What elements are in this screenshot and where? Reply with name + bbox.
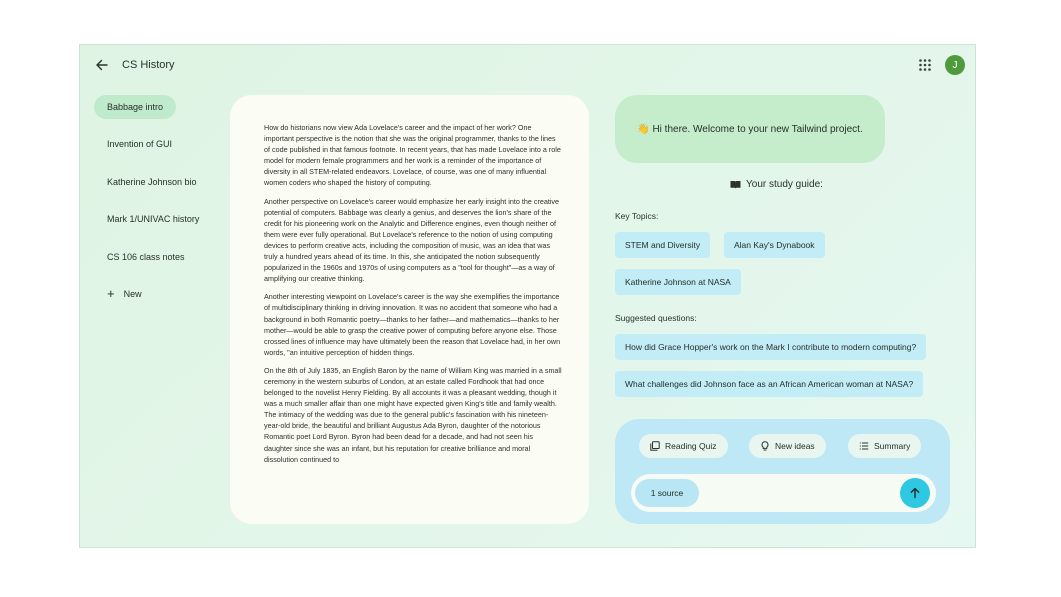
suggested-question[interactable]: How did Grace Hopper's work on the Mark I contribute to modern computing?: [615, 334, 926, 360]
reading-quiz-label: Reading Quiz: [665, 441, 717, 451]
sidebar-item-mark1-univac-history[interactable]: Mark 1/UNIVAC history: [107, 214, 200, 225]
list-icon: [859, 441, 869, 451]
suggested-question[interactable]: What challenges did Johnson face as an African American woman at NASA?: [615, 371, 923, 397]
document-paragraph: On the 8th of July 1835, an English Baron by the name of William King was married in a small ceremony in the western suburbs of London, at an estate called Fordhook that had once belonged to the novelist Henry Fielding. By all accounts it was a pleasant wedding, though it was a much smaller affair than one might have expected given King's title and family wealth. The intimacy of the wedding was due to the general public's fascination with his nineteen-year-old bride, the beautiful and brilliant Augustus Ada Byron, daughter of the notorious Romantic poet Lord Byron. Byron had been dead for a decade, and had not seen his daughter since she was an infant, but his reputation for creative brilliance and moral dissolution continued to: [264, 365, 562, 464]
welcome-message: 👋 Hi there. Welcome to your new Tailwind project.: [615, 95, 885, 163]
arrow-up-icon: [909, 487, 921, 499]
send-button[interactable]: [900, 478, 930, 508]
sidebar-item-katherine-johnson-bio[interactable]: Katherine Johnson bio: [107, 176, 197, 187]
study-guide-heading: [730, 179, 823, 190]
arrow-left-icon[interactable]: [94, 57, 110, 73]
suggested-questions-label: Suggested questions:: [615, 313, 697, 323]
apps-grid-icon[interactable]: [918, 58, 932, 72]
new-note-label: New: [123, 288, 142, 299]
composer: [615, 419, 950, 524]
topic-chip-alan-kay-dynabook[interactable]: Alan Kay's Dynabook: [724, 232, 825, 258]
document-paragraph: Another interesting viewpoint on Lovelace's career is the way she exemplifies the importance of multidisciplinary thinking in driving innovation. It was no accident that someone who had a background in both Romantic poetry—thanks to her father—and mathematics—thanks to her mother—would be able to grasp the creative power of computing before anyone else. Those crossed lines of influence may have ultimately been the reason that Lovelace had, in her own words, "an intuitive perception of hidden things.: [264, 292, 561, 357]
key-topics-label: Key Topics:: [615, 211, 659, 221]
sidebar: [94, 95, 234, 319]
sidebar-item-babbage-intro[interactable]: Babbage intro: [94, 95, 176, 119]
plus-icon: +: [107, 286, 115, 302]
document-paragraph: Another perspective on Lovelace's career would emphasize her early insight into the creative potential of computers. Babbage was clearly a genius, and deserves the lion's share of the credit for his pioneering work on the Analytic and Difference engines, even though neither of them were ever fully operational. But Lovelace's reference to the notion of using computing devices to perform creative acts, including the composition of music, was an idea that was truly a hundred years ahead of its time. In this, she anticipated the notion subsequently popularized in the 1960s and 1970s of using computers as a "tool for thought"—as a way of amplifying our creative thinking.: [264, 196, 560, 284]
topic-chip-stem-diversity[interactable]: STEM and Diversity: [615, 232, 710, 258]
sidebar-item-invention-of-gui[interactable]: Invention of GUI: [107, 139, 173, 150]
sidebar-item-cs106-class-notes[interactable]: CS 106 class notes: [107, 251, 185, 262]
app-window: [79, 44, 976, 548]
topic-chip-katherine-johnson-nasa[interactable]: Katherine Johnson at NASA: [615, 269, 741, 295]
document-panel[interactable]: [230, 95, 589, 524]
new-note-button[interactable]: [94, 282, 155, 306]
lightbulb-icon: [760, 441, 770, 451]
chat-input[interactable]: [631, 474, 936, 512]
new-ideas-button[interactable]: [749, 434, 826, 458]
source-chip[interactable]: 1 source: [635, 479, 699, 507]
summary-button[interactable]: [848, 434, 921, 458]
study-guide-title: Your study guide:: [746, 179, 823, 190]
quiz-icon: [650, 441, 660, 451]
document-paragraph: How do historians now view Ada Lovelace's career and the impact of her work? One important perspective is the notion that she was the original programmer, thanks to the lines of code published in that famous footnote. In recent years, that has made Lovelace into a role model for modern female programmers and her work is a reminder of the importance of diversity in all STEM-related endeavors. Lovelace, of course, was one of many influential women coders who shaped the history of computing.: [264, 123, 561, 188]
avatar[interactable]: J: [945, 55, 965, 75]
new-ideas-label: New ideas: [775, 441, 815, 451]
book-icon: [730, 180, 741, 189]
reading-quiz-button[interactable]: [639, 434, 728, 458]
summary-label: Summary: [874, 441, 911, 451]
page-title: CS History: [122, 59, 175, 71]
